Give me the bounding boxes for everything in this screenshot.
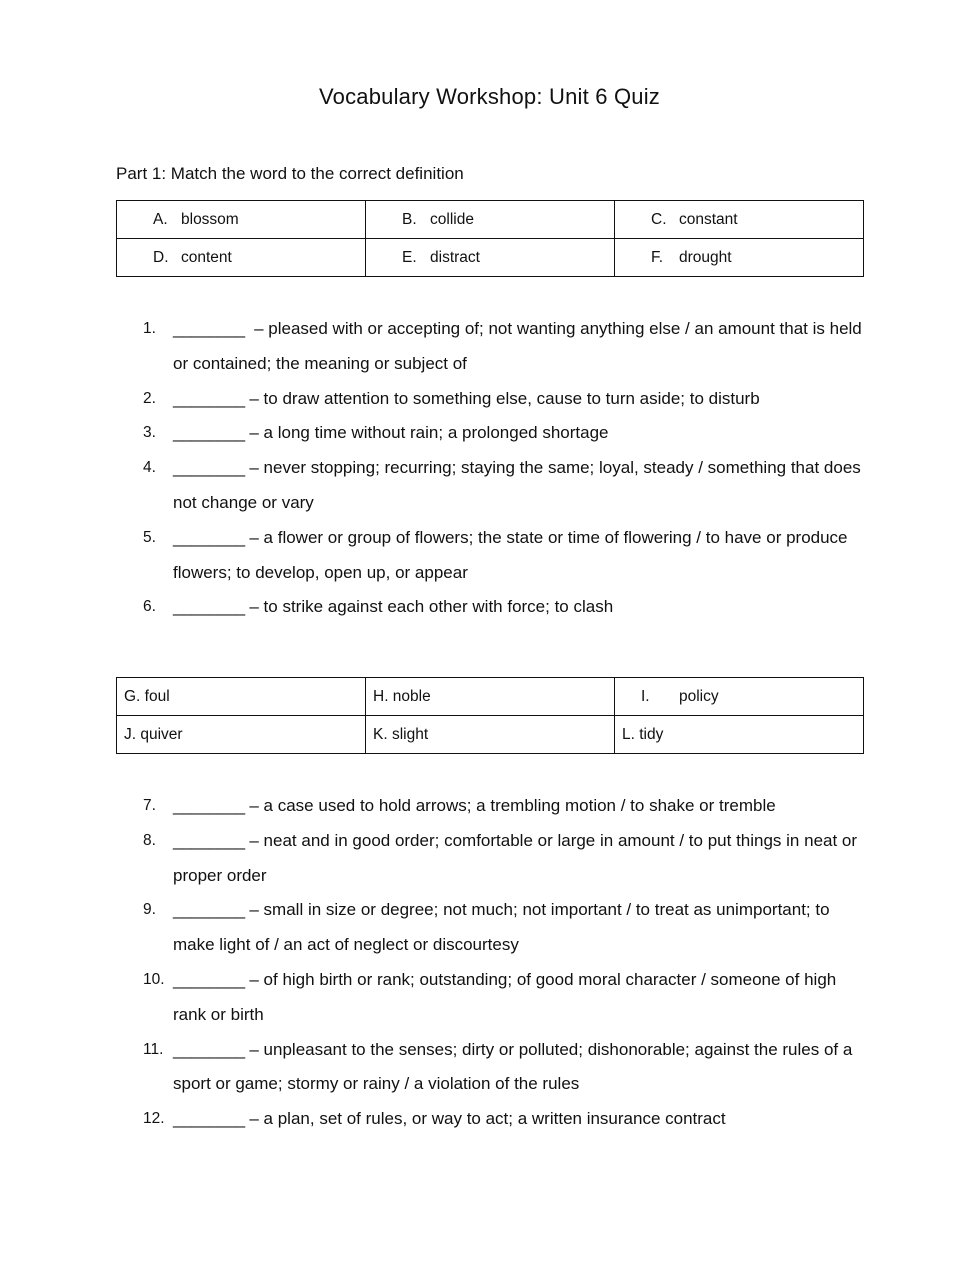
definition-text: – a plan, set of rules, or way to act; a written insurance contract [249,1109,726,1129]
word-bank-cell: F. drought [615,239,864,277]
question-item [0,590,865,625]
word-bank-cell: D. content [117,239,366,277]
word-bank-cell [117,678,366,716]
definition-text: – a flower or group of flowers; the state or time of flowering / to have or produce flowers; to develop, open up, or appear [173,527,848,582]
question-number: 7. [143,797,156,814]
word-bank-row [117,239,864,277]
question-number: 10. [143,970,165,988]
question-item [0,1102,865,1137]
definition-text: – neat and in good order; comfortable or large in amount / to put things in neat or proper order [173,830,858,885]
answer-blank[interactable]: ________ [173,969,245,989]
question-number: 6. [143,598,156,616]
question-item [0,893,865,963]
question-number: 2. [143,389,156,407]
question-item [0,312,865,382]
word-option: K. slight [373,725,429,743]
answer-blank[interactable]: ________ [173,388,245,408]
word-option: policy [679,687,719,705]
word-bank-cell: I. policy [615,678,864,716]
word-option: drought [679,248,732,266]
word-bank-cell: A. blossom [117,201,366,239]
question-item [0,416,865,451]
answer-blank[interactable]: ________ [173,319,245,338]
answer-blank[interactable]: ________ [173,458,245,478]
word-bank-cell: C. constant [615,201,864,239]
question-item [0,1033,865,1103]
word-option: distract [430,248,480,266]
answer-blank[interactable]: ________ [173,597,245,617]
word-bank-cell [117,716,366,754]
definition-text: – pleased with or accepting of; not wanting anything else / an amount that is held or contained; the meaning or subject of [173,319,862,373]
question-number: 9. [143,901,156,919]
word-option: J. quiver [124,725,183,743]
definition-text: – a case used to hold arrows; a trembling motion / to shake or tremble [249,796,776,815]
word-option: G. foul [124,687,170,705]
word-bank-row [117,201,864,239]
word-bank-2 [116,677,864,754]
definition-text: – a long time without rain; a prolonged shortage [249,423,609,443]
question-item [0,963,865,1033]
answer-blank[interactable]: ________ [173,1039,245,1059]
answer-blank[interactable]: ________ [173,527,245,547]
word-bank-cell: B. collide [366,201,615,239]
definition-text: – small in size or degree; not much; not important / to treat as unimportant; to make light of / an act of neglect or discourtesy [173,900,830,955]
answer-blank[interactable]: ________ [173,1109,245,1129]
question-number: 4. [143,459,156,477]
word-bank-row [117,678,864,716]
word-bank-cell [366,716,615,754]
word-option: H. noble [373,687,431,705]
word-bank-cell [366,678,615,716]
question-item [0,382,865,417]
word-option: content [181,248,232,266]
question-number: 12. [143,1110,165,1128]
question-list-1 [0,312,979,625]
question-number: 3. [143,424,156,442]
question-item [0,789,865,824]
word-bank-cell [615,716,864,754]
question-number: 1. [143,320,156,337]
definition-text: – to draw attention to something else, cause to turn aside; to disturb [249,388,760,408]
word-option: collide [430,210,474,228]
page-title: Vocabulary Workshop: Unit 6 Quiz [318,84,661,109]
answer-blank[interactable]: ________ [173,796,245,815]
question-item [0,824,865,894]
word-bank-row [117,716,864,754]
question-list-2 [0,789,979,1137]
answer-blank[interactable]: ________ [173,900,245,920]
answer-blank[interactable]: ________ [173,830,245,850]
word-option: blossom [181,210,239,228]
question-number: 8. [143,831,156,849]
part-1-heading: Part 1: Match the word to the correct definition [116,164,464,183]
question-number: 11. [143,1040,164,1058]
definition-text: – to strike against each other with force; to clash [249,597,614,617]
word-bank-1 [116,200,864,277]
definition-text: – unpleasant to the senses; dirty or polluted; dishonorable; against the rules of a sport or game; stormy or rainy / a violation of the rules [173,1039,853,1094]
word-option: L. tidy [622,725,664,743]
question-item [0,521,865,591]
word-option: constant [679,210,738,228]
definition-text: – of high birth or rank; outstanding; of good moral character / someone of high rank or birth [173,969,837,1024]
definition-text: – never stopping; recurring; staying the same; loyal, steady / something that does not change or vary [173,458,861,512]
question-number: 5. [143,528,156,546]
answer-blank[interactable]: ________ [173,423,245,443]
question-item [0,451,865,521]
word-bank-cell: E. distract [366,239,615,277]
